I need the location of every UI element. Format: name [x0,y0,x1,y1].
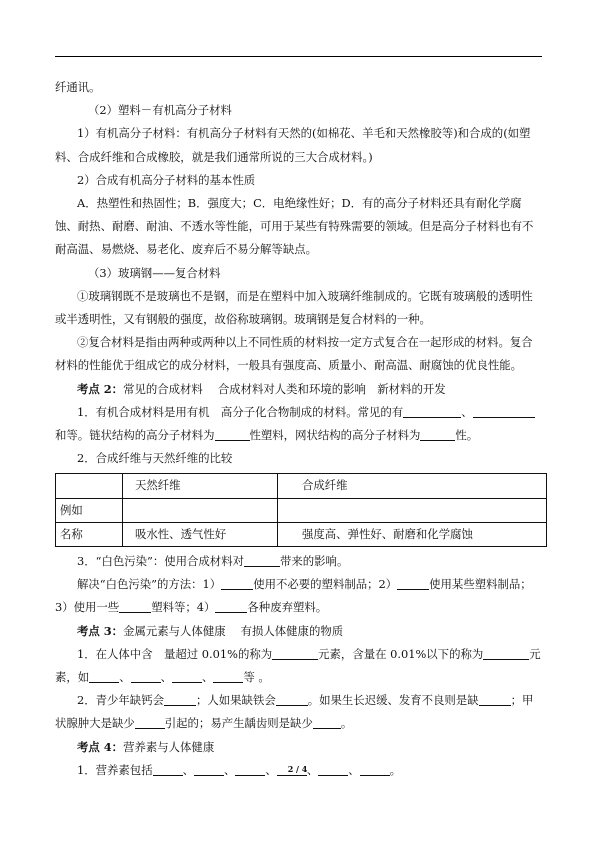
question-text: 2．青少年缺钙会 [77,693,164,708]
table-cell: 强度高、弹性好、耐磨和化学腐蚀 [278,522,547,546]
kp3-label: 考点 3： [77,623,124,638]
answer-blank[interactable] [276,693,308,706]
answer-blank[interactable] [131,670,161,683]
table-header-cell: 天然纤维 [123,474,278,498]
table-row-label: 名称 [56,522,123,546]
kp2-question-2: 2．合成纤维与天然纤维的比较 [77,451,233,466]
question-text: 、 [306,762,319,777]
table-row [56,522,547,546]
answer-blank[interactable] [483,647,529,660]
answer-blank[interactable] [135,716,165,729]
question-text: 。如果生长迟缓、发育不良则是缺 [307,693,479,708]
question-text: 3．“白色污染”：使用合成材料对 [77,554,244,569]
kp2-heading [55,378,542,401]
question-text: 等 。 [243,670,270,685]
question-text: ；人如果缺铁会 [195,693,276,708]
table-row [56,498,547,522]
question-text: 、 [182,762,194,777]
question-text: 1．有机合成材料是用有机 高分子化合物制成的材料。常见的有 [77,404,404,419]
page-number: 2 / 4 [287,764,308,774]
answer-blank[interactable] [403,405,461,418]
answer-blank[interactable] [215,600,247,613]
question-text: 。 [389,762,402,777]
paragraph: ②复合材料是指由两种或两种以上不同性质的材料按一定方式复合在一起形成的材料。复合材料的性能优于组成它的成分材料，一般具有强度高、质量小、耐高温、耐腐蚀的优良性能。 [55,335,533,373]
question-text: 引起的；易产生龋齿则是缺少 [164,716,313,731]
question-text: 性。 [455,428,479,443]
kp2-question-3 [55,550,542,573]
question-text: 等。链状结构的高分子材料为 [66,428,215,443]
answer-blank[interactable] [313,716,341,729]
question-text: 解决“白色污染”的方法：1） [77,577,222,592]
answer-blank[interactable] [119,600,151,613]
kp3-heading [55,620,542,643]
document-body [55,76,542,782]
table-header-cell: 合成纤维 [278,474,547,498]
question-text: 塑料等；4） [151,600,216,615]
table-cell [56,474,123,498]
kp3-question-2 [55,689,542,735]
kp2-question-1 [55,401,542,447]
answer-blank[interactable] [244,554,280,567]
kp2-question-4 [55,573,542,619]
question-text: 元素，如 [55,646,541,685]
kp4-label: 考点 4： [77,739,124,754]
text-line: 纤通讯。 [55,80,101,94]
answer-blank[interactable] [473,405,535,418]
question-text: 、 [265,762,277,777]
kp2-label: 考点 2： [77,381,124,396]
question-text: 元素，含量在 0.01%以下的称为 [318,646,484,661]
answer-blank[interactable] [420,428,455,441]
question-text: 带来的影响。 [279,554,349,569]
answer-blank[interactable] [397,577,429,590]
table-cell[interactable] [123,498,278,522]
question-text: 性塑料，网状结构的高分子材料为 [249,428,421,443]
section-heading: （3）玻璃钢——复合材料 [88,265,221,280]
answer-blank[interactable] [272,647,318,660]
answer-blank[interactable] [221,577,253,590]
section-heading: 2）合成有机高分子材料的基本性质 [77,172,256,187]
question-text: ；甲状腺肿大是缺少 [55,693,534,731]
paragraph: ①玻璃钢既不是玻璃也不是钢，而是在塑料中加入玻璃纤维制成的。它既有玻璃般的透明性或半透明性，又有钢般的强度，故俗称玻璃钢。玻璃钢是复合材料的一种。 [55,288,533,327]
question-text: 使用某些塑料制品；3）使用一些 [55,577,532,615]
answer-blank[interactable] [172,670,202,683]
table-cell: 吸水性、透气性好 [123,522,278,546]
kp3-title: 金属元素与人体健康 有损人体健康的物质 [123,623,344,638]
kp2-title: 常见的合成材料 合成材料对人类和环境的影响 新材料的开发 [123,381,446,396]
answer-blank[interactable] [89,670,119,683]
answer-blank[interactable] [479,693,511,706]
section-heading: （2）塑料－有机高分子材料 [88,103,232,118]
table-cell[interactable] [278,498,547,522]
question-text: 、 [202,670,214,685]
question-text: 1．营养素包括 [77,762,153,777]
fiber-comparison-table [55,473,547,547]
question-text: 、 [119,670,131,685]
kp4-title: 营养素与人体健康 [123,739,215,754]
question-text: 、 [224,762,236,777]
table-row-label: 例如 [56,498,123,522]
answer-blank[interactable] [215,428,250,441]
answer-blank[interactable] [213,670,243,683]
question-text: 各种废弃塑料。 [247,600,328,615]
paragraph: A．热塑性和热固性；B．强度大；C．电绝缘性好；D．有的高分子材料还具有耐化学腐蚀、耐热、耐磨、耐油、不透水等性能，可用于某些有特殊需要的领域。但是高分子材料也有不耐高温、易燃烧、易老化、废弃后不易分解等缺点。 [55,196,534,257]
answer-blank[interactable] [164,693,196,706]
kp3-question-1 [55,643,542,689]
question-text: 、 [461,404,473,419]
question-text: 使用不必要的塑料制品；2） [253,577,398,592]
question-text: 、 [348,762,360,777]
header-rule [55,56,542,57]
question-text: 1．在人体中含 量超过 0.01%的称为 [77,646,273,661]
table-header-row [56,474,547,498]
question-text: 、 [160,670,172,685]
paragraph: 1）有机高分子材料：有机高分子材料有天然的(如棉花、羊毛和天然橡胶等)和合成的(如塑料、合成纤维和合成橡胶，就是我们通常所说的三大合成材料。) [55,126,531,164]
question-text: 。 [340,716,353,731]
kp4-heading [55,736,542,759]
question-text: 和 [55,428,67,443]
